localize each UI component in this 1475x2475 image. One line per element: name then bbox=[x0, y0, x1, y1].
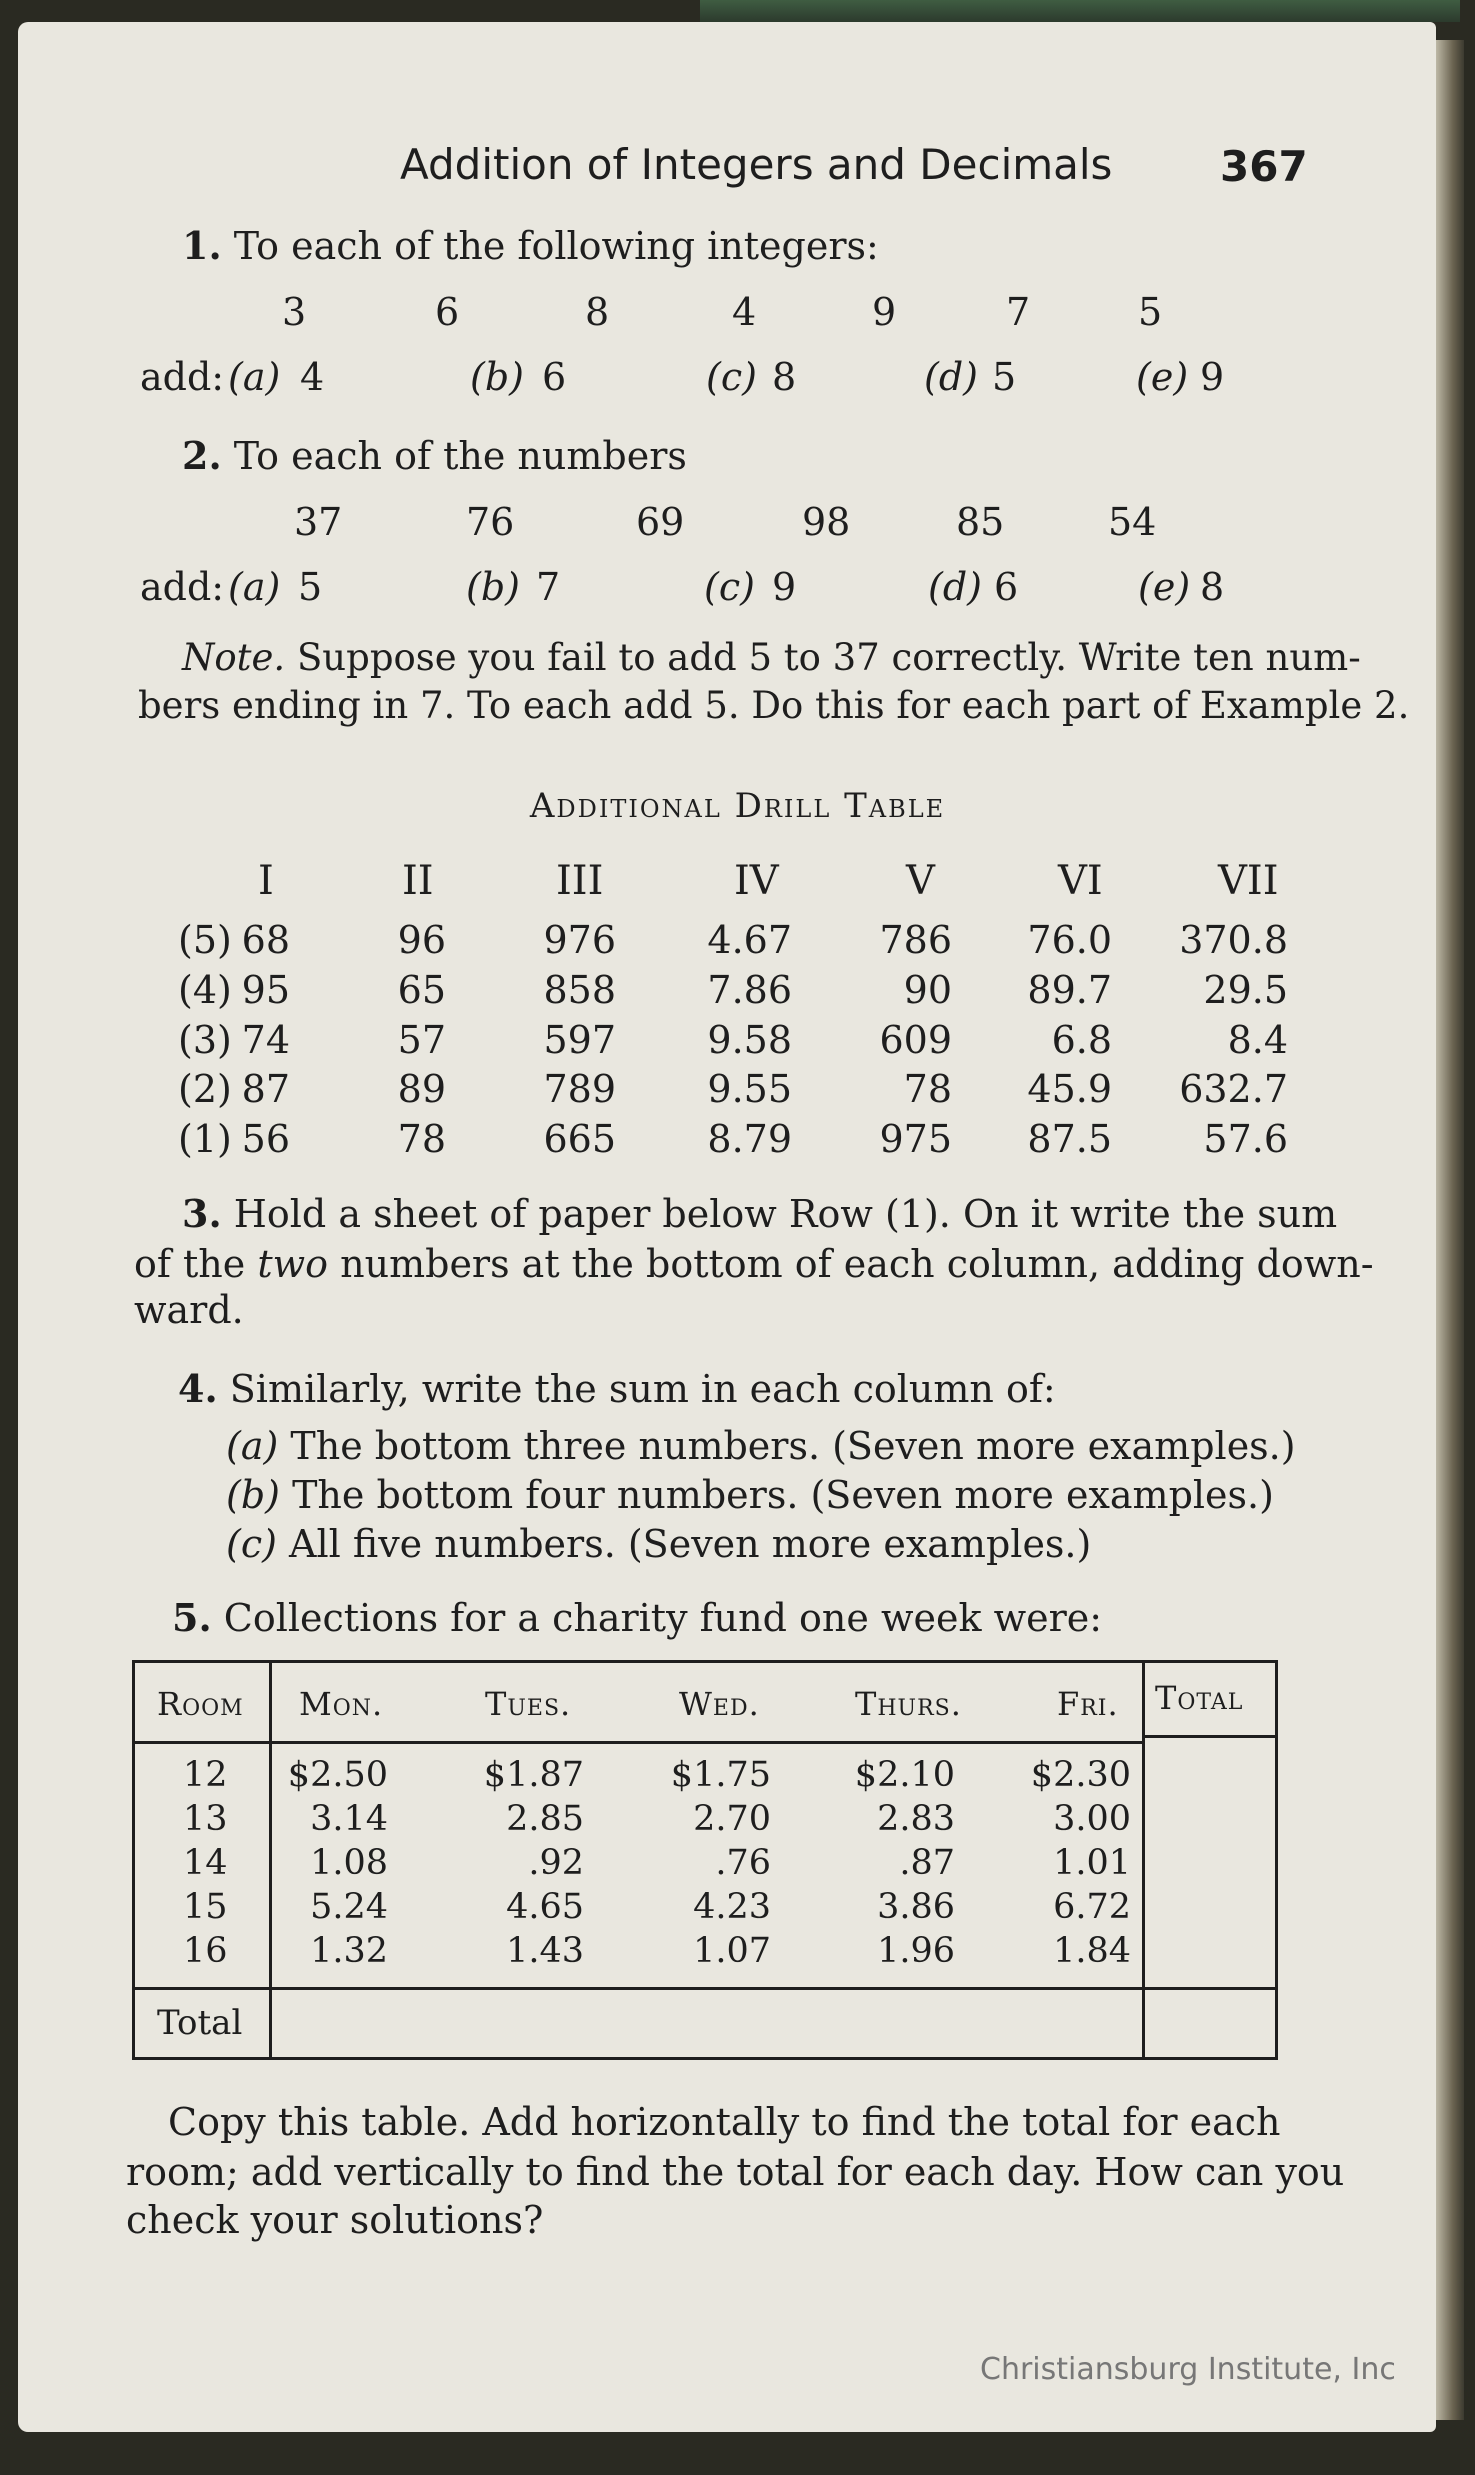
amount-cell: 4.65 bbox=[506, 1887, 584, 1927]
table-divider bbox=[135, 1741, 1142, 1744]
exercise-1 bbox=[182, 222, 879, 270]
drill-cell: 87.5 bbox=[1027, 1117, 1112, 1161]
exercise-2-number: 2. bbox=[182, 433, 222, 478]
note-text-1: Suppose you fail to add 5 to 37 correctly. Write ten num- bbox=[296, 636, 1361, 679]
part-letter: (a) bbox=[228, 355, 281, 399]
drill-cell: 57.6 bbox=[1203, 1117, 1288, 1161]
drill-cell: 4.67 bbox=[707, 918, 792, 962]
item-letter: (b) bbox=[226, 1473, 280, 1517]
amount-cell: 3.86 bbox=[877, 1887, 955, 1927]
table-header-mon: Mon. bbox=[299, 1685, 384, 1723]
amount-cell: 2.70 bbox=[693, 1799, 771, 1839]
exercise-4-item bbox=[226, 1422, 1296, 1470]
table-divider bbox=[135, 1987, 1275, 1990]
room-number: 12 bbox=[183, 1755, 228, 1795]
integer: 9 bbox=[872, 290, 897, 334]
drill-cell: 858 bbox=[543, 968, 616, 1012]
amount-cell: 1.07 bbox=[693, 1931, 771, 1971]
drill-cell: 29.5 bbox=[1203, 968, 1288, 1012]
add-label: add: bbox=[140, 565, 225, 609]
drill-cell: 6.8 bbox=[1051, 1018, 1112, 1062]
exercise-2-text: To each of the numbers bbox=[233, 434, 687, 478]
drill-col-header: V bbox=[906, 858, 935, 904]
closing-line-1: Copy this table. Add horizontally to find the total for each bbox=[168, 2100, 1281, 2144]
drill-cell: 78 bbox=[903, 1067, 952, 1111]
drill-cell: 78 bbox=[397, 1117, 446, 1161]
book-cover-edge bbox=[700, 0, 1460, 22]
number: 76 bbox=[466, 500, 515, 544]
amount-cell: .87 bbox=[899, 1843, 955, 1883]
drill-row-label: (5) bbox=[178, 918, 232, 962]
amount-cell: 1.43 bbox=[506, 1931, 584, 1971]
closing-line-2: room; add vertically to find the total for each day. How can you bbox=[126, 2150, 1345, 2194]
amount-cell: 1.32 bbox=[310, 1931, 388, 1971]
integer: 5 bbox=[1138, 290, 1163, 334]
number: 85 bbox=[956, 500, 1005, 544]
item-letter: (a) bbox=[226, 1424, 279, 1468]
amount-cell: 4.23 bbox=[693, 1887, 771, 1927]
exercise-3-line-2 bbox=[134, 1240, 1374, 1288]
table-divider bbox=[1142, 1735, 1275, 1738]
drill-cell: 7.86 bbox=[707, 968, 792, 1012]
room-number: 14 bbox=[183, 1843, 228, 1883]
watermark: Christiansburg Institute, Inc bbox=[980, 2352, 1396, 2387]
drill-cell: 975 bbox=[879, 1117, 952, 1161]
exercise-3-text-2b: numbers at the bottom of each column, adding down- bbox=[340, 1242, 1374, 1286]
drill-row-label: (1) bbox=[178, 1117, 232, 1161]
exercise-5-number: 5. bbox=[172, 1595, 212, 1640]
integer: 7 bbox=[1006, 290, 1031, 334]
closing-line-3: check your solutions? bbox=[126, 2198, 544, 2242]
drill-cell: 95 bbox=[241, 968, 290, 1012]
exercise-4-item bbox=[226, 1471, 1274, 1519]
part-value: 9 bbox=[772, 565, 797, 609]
amount-cell: 1.96 bbox=[877, 1931, 955, 1971]
part-value: 7 bbox=[536, 565, 561, 609]
charity-table bbox=[132, 1660, 1278, 2060]
integer: 8 bbox=[585, 290, 610, 334]
table-footer-total-label: Total bbox=[157, 2003, 243, 2043]
part-value: 5 bbox=[298, 565, 323, 609]
part-letter: (a) bbox=[228, 565, 281, 609]
drill-cell: 9.55 bbox=[707, 1067, 792, 1111]
exercise-3-number: 3. bbox=[182, 1191, 222, 1236]
number: 98 bbox=[802, 500, 851, 544]
drill-col-header: III bbox=[556, 858, 604, 904]
item-text: The bottom three numbers. (Seven more examples.) bbox=[290, 1424, 1296, 1468]
drill-cell: 89.7 bbox=[1027, 968, 1112, 1012]
exercise-3-text-emph: two bbox=[257, 1242, 329, 1286]
drill-cell: 76.0 bbox=[1027, 918, 1112, 962]
drill-cell: 57 bbox=[397, 1018, 446, 1062]
exercise-4-text: Similarly, write the sum in each column of: bbox=[229, 1367, 1056, 1411]
table-header-fri: Fri. bbox=[1057, 1685, 1119, 1723]
drill-cell: 65 bbox=[397, 968, 446, 1012]
page-number: 367 bbox=[1220, 142, 1308, 191]
item-text: The bottom four numbers. (Seven more examples.) bbox=[292, 1473, 1274, 1517]
part-value: 4 bbox=[300, 355, 325, 399]
drill-cell: 632.7 bbox=[1179, 1067, 1288, 1111]
drill-cell: 87 bbox=[241, 1067, 290, 1111]
part-letter: (d) bbox=[928, 565, 982, 609]
amount-cell: 2.83 bbox=[877, 1799, 955, 1839]
running-head-title: Addition of Integers and Decimals bbox=[400, 140, 1113, 189]
number: 37 bbox=[294, 500, 343, 544]
drill-row-label: (2) bbox=[178, 1067, 232, 1111]
drill-cell: 597 bbox=[543, 1018, 616, 1062]
drill-cell: 665 bbox=[543, 1117, 616, 1161]
drill-cell: 9.58 bbox=[707, 1018, 792, 1062]
item-text: All five numbers. (Seven more examples.) bbox=[289, 1522, 1092, 1566]
exercise-4 bbox=[178, 1365, 1056, 1413]
drill-row-label: (4) bbox=[178, 968, 232, 1012]
amount-cell: 3.14 bbox=[310, 1799, 388, 1839]
drill-col-header: VI bbox=[1058, 858, 1103, 904]
exercise-5 bbox=[172, 1594, 1102, 1642]
drill-row-label: (3) bbox=[178, 1018, 232, 1062]
table-header-tues: Tues. bbox=[485, 1685, 572, 1723]
table-divider bbox=[1142, 1663, 1145, 2057]
drill-col-header: IV bbox=[734, 858, 779, 904]
amount-cell: 3.00 bbox=[1053, 1799, 1131, 1839]
amount-cell: 1.08 bbox=[310, 1843, 388, 1883]
drill-cell: 45.9 bbox=[1027, 1067, 1112, 1111]
part-letter: (e) bbox=[1138, 565, 1191, 609]
amount-cell: 5.24 bbox=[310, 1887, 388, 1927]
part-value: 5 bbox=[992, 355, 1017, 399]
number: 69 bbox=[636, 500, 685, 544]
drill-cell: 96 bbox=[397, 918, 446, 962]
drill-col-header: I bbox=[258, 858, 274, 904]
drill-cell: 370.8 bbox=[1179, 918, 1288, 962]
table-header-room: Room bbox=[157, 1685, 244, 1723]
drill-cell: 8.4 bbox=[1227, 1018, 1288, 1062]
drill-cell: 68 bbox=[241, 918, 290, 962]
exercise-3-text-1: Hold a sheet of paper below Row (1). On it write the sum bbox=[233, 1192, 1338, 1236]
number: 54 bbox=[1108, 500, 1157, 544]
drill-cell: 89 bbox=[397, 1067, 446, 1111]
part-letter: (c) bbox=[704, 565, 755, 609]
drill-cell: 8.79 bbox=[707, 1117, 792, 1161]
drill-cell: 976 bbox=[543, 918, 616, 962]
page-stack-edge bbox=[1436, 40, 1464, 2420]
integer: 3 bbox=[282, 290, 307, 334]
exercise-1-text: To each of the following integers: bbox=[233, 224, 879, 268]
amount-cell: $2.30 bbox=[1030, 1755, 1131, 1795]
table-header-total: Total bbox=[1155, 1679, 1244, 1717]
room-number: 15 bbox=[183, 1887, 228, 1927]
amount-cell: 1.01 bbox=[1053, 1843, 1131, 1883]
drill-cell: 74 bbox=[241, 1018, 290, 1062]
amount-cell: $1.87 bbox=[483, 1755, 584, 1795]
part-value: 6 bbox=[994, 565, 1019, 609]
note-label: Note. bbox=[182, 636, 286, 679]
amount-cell: .76 bbox=[715, 1843, 771, 1883]
exercise-4-number: 4. bbox=[178, 1366, 218, 1411]
exercise-5-text: Collections for a charity fund one week were: bbox=[223, 1596, 1103, 1640]
add-label: add: bbox=[140, 355, 225, 399]
exercise-2 bbox=[182, 432, 687, 480]
drill-col-header: VII bbox=[1218, 858, 1279, 904]
drill-cell: 56 bbox=[241, 1117, 290, 1161]
item-letter: (c) bbox=[226, 1522, 277, 1566]
drill-cell: 789 bbox=[543, 1067, 616, 1111]
note-line-2: bers ending in 7. To each add 5. Do this for each part of Example 2. bbox=[138, 684, 1410, 727]
part-letter: (d) bbox=[924, 355, 978, 399]
exercise-1-number: 1. bbox=[182, 223, 222, 268]
part-value: 8 bbox=[772, 355, 797, 399]
exercise-3-line-3: ward. bbox=[134, 1288, 244, 1332]
drill-col-header: II bbox=[402, 858, 434, 904]
note-line-1 bbox=[182, 634, 1361, 682]
part-value: 6 bbox=[542, 355, 567, 399]
drill-table-title: Additional Drill Table bbox=[529, 786, 946, 826]
part-value: 9 bbox=[1200, 355, 1225, 399]
integer: 4 bbox=[732, 290, 757, 334]
drill-cell: 786 bbox=[879, 918, 952, 962]
amount-cell: 6.72 bbox=[1053, 1887, 1131, 1927]
drill-cell: 90 bbox=[903, 968, 952, 1012]
part-letter: (e) bbox=[1136, 355, 1189, 399]
room-number: 13 bbox=[183, 1799, 228, 1839]
room-number: 16 bbox=[183, 1931, 228, 1971]
exercise-4-item bbox=[226, 1520, 1091, 1568]
drill-cell: 609 bbox=[879, 1018, 952, 1062]
amount-cell: 2.85 bbox=[506, 1799, 584, 1839]
exercise-3-line-1 bbox=[182, 1190, 1337, 1238]
amount-cell: $1.75 bbox=[670, 1755, 771, 1795]
table-header-thurs: Thurs. bbox=[855, 1685, 962, 1723]
exercise-3-text-2a: of the bbox=[134, 1242, 246, 1286]
table-header-wed: Wed. bbox=[679, 1685, 760, 1723]
part-letter: (b) bbox=[466, 565, 520, 609]
part-letter: (b) bbox=[470, 355, 524, 399]
table-divider bbox=[269, 1663, 272, 2057]
amount-cell: $2.10 bbox=[854, 1755, 955, 1795]
part-letter: (c) bbox=[706, 355, 757, 399]
amount-cell: .92 bbox=[528, 1843, 584, 1883]
part-value: 8 bbox=[1200, 565, 1225, 609]
amount-cell: 1.84 bbox=[1053, 1931, 1131, 1971]
amount-cell: $2.50 bbox=[287, 1755, 388, 1795]
integer: 6 bbox=[435, 290, 460, 334]
